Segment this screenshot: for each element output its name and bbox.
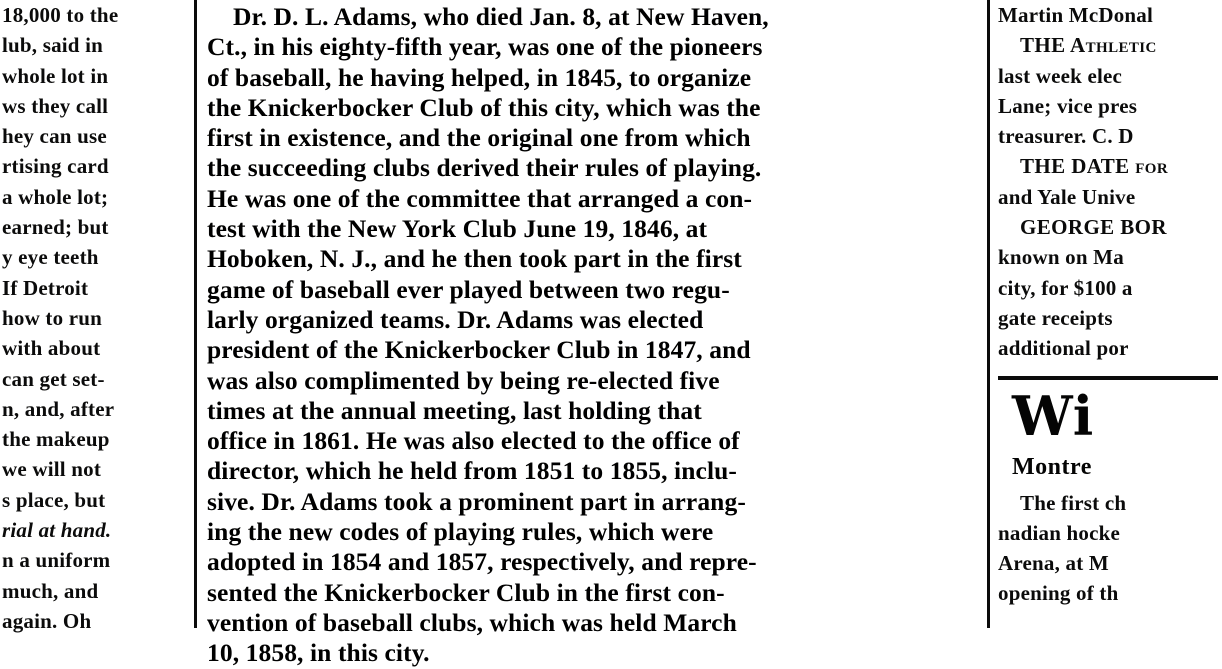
right-line: gate receipts xyxy=(998,305,1113,330)
left-line: how to run xyxy=(2,305,103,330)
article-line: He was one of the committee that arranged a con- xyxy=(207,183,753,213)
article-line xyxy=(207,2,977,32)
article-line: game of baseball ever played between two regu- xyxy=(207,274,730,304)
article-line: office in 1861. He was also elected to the office of xyxy=(207,426,740,456)
left-line: 18,000 to the xyxy=(2,3,119,27)
left-line: much, and xyxy=(2,578,99,603)
left-line: ws they call xyxy=(2,93,109,118)
left-line: hey can use xyxy=(2,124,107,149)
right-line: last week elec xyxy=(998,63,1123,88)
left-line: If Detroit xyxy=(2,275,89,300)
article-line: test with the New York Club June 19, 1846, at xyxy=(207,214,708,244)
right-tail-line: Arena, at M xyxy=(998,551,1109,576)
article-line: sented the Knickerbocker Club in the first con- xyxy=(207,577,725,607)
left-line: whole lot in xyxy=(2,63,109,88)
article-line: ing the new codes of playing rules, which were xyxy=(207,517,714,547)
right-line: Martin McDonal xyxy=(998,3,1154,27)
article-line: adopted in 1854 and 1857, respectively, and repre- xyxy=(207,547,757,577)
article-line: was also complimented by being re-elected five xyxy=(207,365,720,395)
section-divider xyxy=(998,376,1218,380)
article-line: vention of baseball clubs, which was held March xyxy=(207,607,737,637)
left-line: we will not xyxy=(2,457,102,482)
right-line: THE DATE for xyxy=(1020,154,1169,179)
right-line: treasurer. C. D xyxy=(998,124,1134,149)
right-line: GEORGE BOR xyxy=(1020,215,1167,240)
left-line: lub, said in xyxy=(2,33,104,58)
left-column xyxy=(0,0,194,633)
left-line: earned; but xyxy=(2,215,109,240)
article-line: the succeeding clubs derived their rules of playing. xyxy=(207,153,762,183)
left-line: n, and, after xyxy=(2,396,115,421)
article-line: the Knickerbocker Club of this city, which was the xyxy=(207,92,761,122)
article-line: of baseball, he having helped, in 1845, to organize xyxy=(207,62,752,92)
article-line: Ct., in his eighty-fifth year, was one of the pioneers xyxy=(207,32,763,62)
article-line: sive. Dr. Adams took a prominent part in arrang- xyxy=(207,486,746,516)
article-line: larly organized teams. Dr. Adams was elected xyxy=(207,304,704,334)
article-line: 10, 1858, in this city. xyxy=(207,638,430,668)
article-line: director, which he held from 1851 to 1855, inclu- xyxy=(207,456,738,486)
right-tail-line: nadian hocke xyxy=(998,520,1121,545)
article-line: first in existence, and the original one from which xyxy=(207,123,751,153)
left-line: y eye teeth xyxy=(2,245,99,270)
masthead-blackletter: Wi xyxy=(1012,383,1095,448)
section-subhead: Montre xyxy=(1012,453,1092,480)
left-line: the makeup xyxy=(2,427,110,452)
right-column xyxy=(990,0,1222,628)
article-line: president of the Knickerbocker Club in 1847, and xyxy=(207,335,751,365)
left-line: rial at hand. xyxy=(2,518,112,543)
article-line: times at the annual meeting, last holding that xyxy=(207,395,702,425)
left-line: again. Oh xyxy=(2,608,92,633)
left-line: can get set- xyxy=(2,366,105,391)
right-line: additional por xyxy=(998,336,1129,361)
article-line: Hoboken, N. J., and he then took part in the first xyxy=(207,244,742,274)
right-line: Lane; vice pres xyxy=(998,93,1138,118)
left-line: a whole lot; xyxy=(2,184,109,209)
left-line: s place, but xyxy=(2,487,106,512)
right-line: and Yale Unive xyxy=(998,184,1136,209)
left-line: n a uniform xyxy=(2,548,111,573)
main-column xyxy=(197,0,987,668)
right-line: city, for $100 a xyxy=(998,275,1133,300)
obituary-article xyxy=(207,0,977,669)
right-tail-line: opening of th xyxy=(998,581,1119,606)
right-tail-line: The first ch xyxy=(1020,490,1127,515)
left-line: rtising card xyxy=(2,154,109,179)
right-line: THE Athletic xyxy=(1020,33,1157,58)
article-line-text: Dr. D. L. Adams, who died Jan. 8, at New Haven, xyxy=(233,2,769,31)
left-line: with about xyxy=(2,336,101,361)
right-line: known on Ma xyxy=(998,245,1124,270)
